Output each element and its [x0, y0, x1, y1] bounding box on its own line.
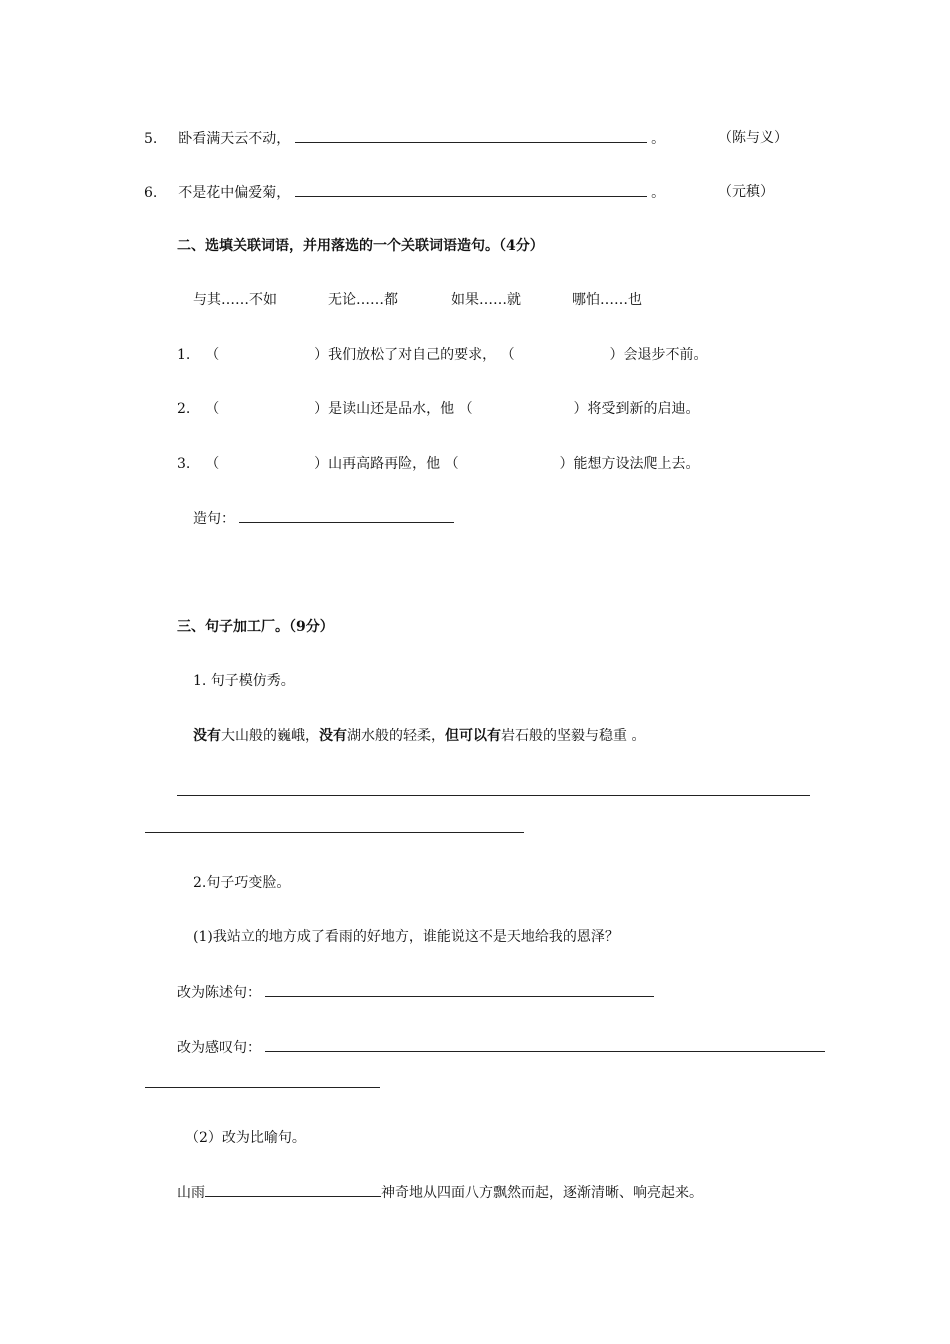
exclamatory-blank[interactable]: [265, 1037, 825, 1052]
open-paren: （: [500, 347, 515, 363]
make-sentence-label: 造句：: [193, 511, 235, 527]
item-text: ）山再高路再险，他: [314, 456, 441, 472]
author-5: （陈与义）: [718, 130, 788, 146]
rewrite-question-2: （2）改为比喻句。: [185, 1130, 306, 1146]
question-6: [144, 182, 665, 203]
fill-item-1: [177, 345, 708, 365]
rewrite-question-1: (1)我站立的地方成了看雨的好地方，谁能说这不是天地给我的恩泽？: [193, 929, 619, 945]
make-sentence-blank[interactable]: [239, 508, 454, 523]
open-paren: （: [205, 401, 220, 417]
imitation-answer-line-2[interactable]: [145, 832, 524, 833]
simile-start: 山雨: [177, 1185, 205, 1201]
question-number: 5.: [144, 131, 158, 147]
declarative-blank[interactable]: [265, 982, 654, 997]
section-3-title: 三、句子加工厂。（9分）: [177, 619, 334, 635]
question-number: 6.: [144, 185, 158, 201]
exclamatory-row: [177, 1037, 825, 1058]
model-sentence: [193, 726, 645, 746]
open-paren: （: [444, 456, 459, 472]
sub-question-1: 1. 句子模仿秀。: [193, 673, 295, 689]
keyword: 没有: [319, 728, 347, 744]
open-paren: （: [205, 456, 220, 472]
item-text: ）我们放松了对自己的要求，: [314, 347, 497, 363]
section-2-title: 二、选填关联词语，并用落选的一个关联词语造句。（4分）: [177, 238, 544, 254]
item-number: 2.: [177, 401, 191, 417]
option-4: 哪怕……也: [572, 292, 642, 308]
option-1: 与其……不如: [193, 292, 277, 308]
keyword: 但可以有: [445, 728, 501, 744]
item-text: ）会退步不前。: [609, 347, 708, 363]
open-paren: （: [458, 401, 473, 417]
item-number: 3.: [177, 456, 191, 472]
open-paren: （: [205, 347, 220, 363]
declarative-label: 改为陈述句：: [177, 985, 261, 1001]
answer-blank[interactable]: [295, 182, 647, 197]
item-text: ）将受到新的启迪。: [573, 401, 700, 417]
question-end: 。: [651, 131, 666, 147]
item-text: ）是读山还是品水，他: [314, 401, 455, 417]
simile-row: [177, 1182, 703, 1203]
question-end: 。: [651, 185, 666, 201]
fill-item-2: [177, 399, 700, 419]
option-3: 如果……就: [451, 292, 521, 308]
model-text: 大山般的巍峨，: [221, 728, 319, 744]
simile-end: 神奇地从四面八方飘然而起，逐渐清晰、响亮起来。: [381, 1185, 703, 1201]
declarative-row: [177, 982, 654, 1003]
make-sentence-row: [193, 508, 454, 529]
option-2: 无论……都: [328, 292, 398, 308]
exclamatory-answer-line-2[interactable]: [145, 1087, 380, 1088]
imitation-answer-line-1[interactable]: [177, 795, 810, 796]
question-5: [144, 128, 665, 149]
simile-blank[interactable]: [205, 1182, 381, 1197]
question-text: 不是花中偏爱菊，: [178, 185, 291, 201]
fill-item-3: [177, 454, 700, 474]
exclamatory-label: 改为感叹句：: [177, 1040, 261, 1056]
model-text: 湖水般的轻柔，: [347, 728, 445, 744]
author-6: （元稹）: [718, 184, 774, 200]
question-text: 卧看满天云不动，: [178, 131, 291, 147]
model-text: 岩石般的坚毅与稳重 。: [501, 728, 646, 744]
answer-blank[interactable]: [295, 128, 647, 143]
keyword: 没有: [193, 728, 221, 744]
sub-question-2: 2.句子巧变脸。: [193, 875, 291, 891]
item-number: 1.: [177, 347, 191, 363]
item-text: ）能想方设法爬上去。: [559, 456, 700, 472]
